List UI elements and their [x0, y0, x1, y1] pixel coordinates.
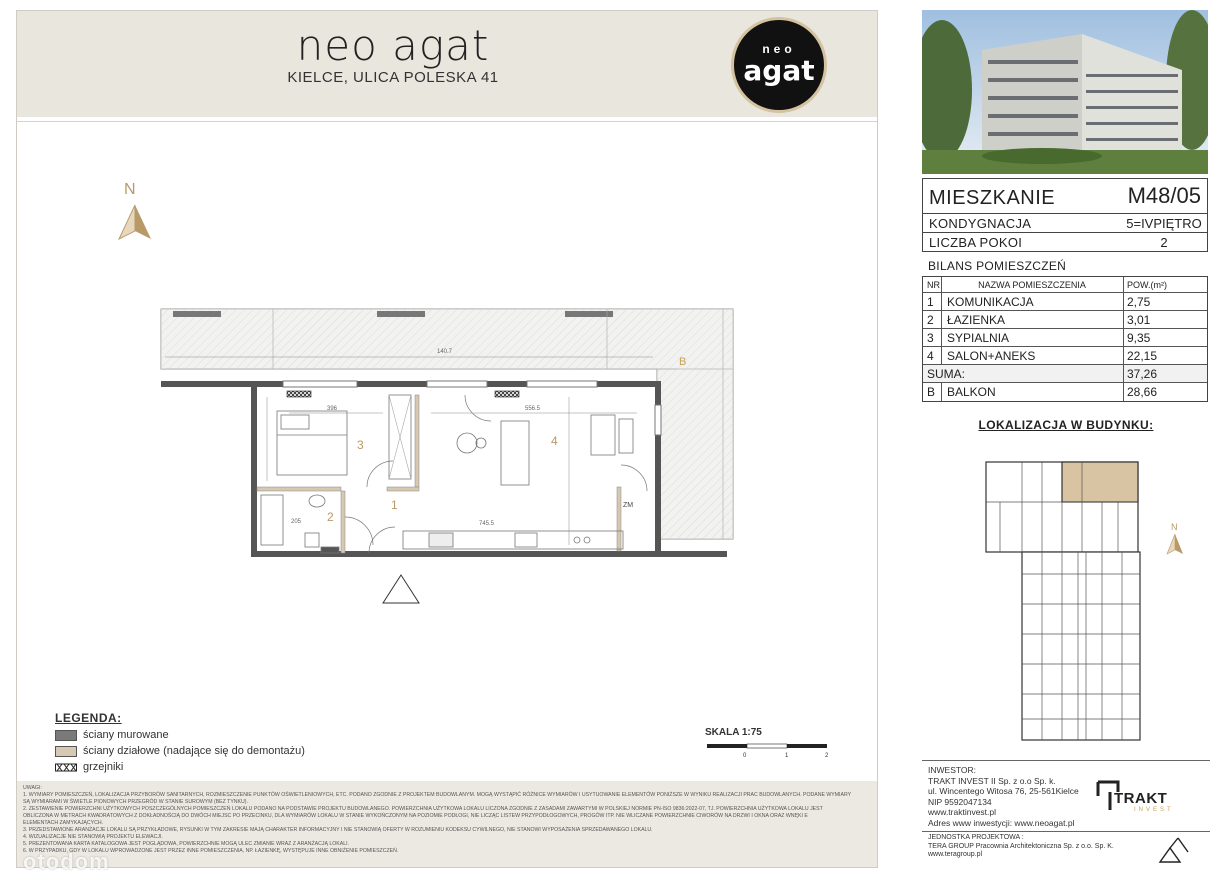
dim-label-1: 140.7 [437, 349, 453, 355]
info-value: 5=IVPIĘTRO [1126, 216, 1202, 231]
table-row [923, 293, 1207, 311]
balcony-letter: B [679, 356, 687, 368]
legend-label: ściany murowane [83, 729, 169, 741]
plan-sheet [16, 10, 878, 874]
fridge-label: ZM [623, 502, 634, 509]
sum-value: 37,26 [1127, 367, 1158, 381]
kitchen [403, 531, 623, 549]
info-panel [920, 10, 1212, 868]
balcony-nr: B [927, 385, 936, 399]
designer-title: JEDNOSTKA PROJEKTOWA : [928, 834, 1024, 841]
note-line: 1. WYMIARY POMIESZCZEŃ, LOKALIZACJA PRZYBORÓW SANITARNYCH, ROZMIESZCZENIE PUNKTÓW OŚWIETLENIOWYCH, ETC. PODANO ZGODNIE Z PROJEKTEM BUDOWLANYM. MOGĄ WYSTĄPIĆ RÓŻNICE WYMIARÓW I USYTUOWANIE ELEMENTÓW PONIŻSZE W WYNIKU REALIZACJI PRAC BUDOWLANYCH. PODANE WYMIARY [23, 792, 852, 798]
dim-label-3: 556.5 [525, 406, 541, 412]
investor-line: Adres www inwestycji: www.neoagat.pl [928, 817, 1075, 828]
table-row [923, 329, 1207, 347]
trakt-logo-subtext: INVEST [1134, 807, 1174, 813]
radiator-swatch [55, 762, 77, 773]
trakt-logo-text: TRAKT [1114, 790, 1168, 807]
room-number-1: 1 [391, 498, 398, 512]
room-name: ŁAZIENKA [947, 313, 1006, 327]
room-area: 9,35 [1127, 331, 1151, 345]
room-name: KOMUNIKACJA [947, 295, 1034, 309]
dim-label-6: 205 [291, 519, 302, 525]
legend [55, 711, 355, 773]
north-arrow-icon [115, 183, 155, 253]
radiators [287, 391, 519, 397]
bed [277, 411, 347, 475]
otodom-watermark: otodom [23, 849, 110, 874]
table-row [923, 347, 1207, 365]
partition-wall-swatch [55, 746, 77, 757]
scale-bar [705, 742, 835, 762]
scale [705, 727, 855, 767]
header [17, 11, 877, 117]
notes-block [17, 781, 877, 867]
masonry-wall-swatch [55, 730, 77, 741]
scale-tick: 2 [825, 753, 829, 759]
neo-agat-logo [731, 17, 827, 113]
scale-tick: 1 [785, 753, 789, 759]
investor-line: NIP 9592047134 [928, 796, 992, 807]
balcony-area: 28,66 [1127, 385, 1158, 399]
note-line: OBLICZONA W METRACH KWADRATOWYCH Z DOKŁADNOŚCIĄ DO DWÓCH MIEJSC PO PRZECINKU, DLA WYMIARÓW LOKALU W STANIE WYKOŃCZONYM NA POZIOMIE PODŁOGI, NIE LICZĄC LISTEW PRZYPODŁOGOWYCH, PROGÓW ITP. NIE WLICZANE POWIERZCHNIE CIWORÓW NA DRZWI I OKNA ORAZ WNĘKI E [23, 813, 808, 819]
rooms-table [922, 276, 1208, 402]
sum-label: SUMA: [927, 367, 966, 381]
header-name: NAZWA POMIESZCZENIA [978, 280, 1086, 290]
partitions [257, 395, 621, 553]
table-header [923, 277, 1207, 293]
unit-header [922, 178, 1208, 214]
legend-title: LEGENDA: [55, 711, 122, 725]
building-key-plan [978, 454, 1148, 744]
building-render-image [922, 10, 1208, 174]
unit-highlight [1062, 462, 1138, 502]
windows [283, 381, 661, 435]
trakt-invest-logo [1094, 774, 1194, 818]
balcony-name: BALKON [947, 385, 996, 399]
legend-label: ściany działowe (nadające się do demontażu) [83, 745, 305, 757]
info-key: KONDYGNACJA [929, 216, 1032, 231]
info-key: LICZBA POKOI [929, 235, 1023, 250]
note-line: 3. PRZEDSTAWIONE ARANŻACJE LOKALU SĄ PRZYKŁADOWE, RYSUNKI W TYM ZAKRESIE MAJĄ CHARAKTER INFORMACYJNY I NIE STANOWIĄ OFERTY W ROZUMIENIU KODEKSU CYWILNEGO, NIE STANOWI WYPOSAŻENIA SPRZEDAWANEGO LOKALU. [23, 827, 653, 833]
room-name: SALON+ANEKS [947, 349, 1036, 363]
room-area: 3,01 [1127, 313, 1151, 327]
location-title: LOKALIZACJA W BUDYNKU: [978, 418, 1154, 432]
note-line: SĄ WYMIARAMI W ŚWIETLE PIONOWYCH PRZEGRÓD W STANIE SUROWYM (BEZ TYNKU). [23, 799, 248, 805]
living-furniture [457, 415, 633, 485]
room-number-2: 2 [327, 510, 334, 524]
rooms-table-title: BILANS POMIESZCZEŃ [928, 259, 1067, 273]
investor-line: TRAKT INVEST II Sp. z o.o Sp. k. [928, 775, 1056, 786]
balcony-row [923, 383, 1207, 401]
legend-item [55, 729, 355, 741]
investor-line: www.traktinvest.pl [928, 807, 997, 817]
legend-item [55, 761, 355, 773]
info-row-rooms [922, 233, 1208, 252]
address: KIELCE, ULICA POLESKA 41 [287, 69, 499, 86]
right-north-label: N [1171, 522, 1178, 532]
investor-line: ul. Wincentego Witosa 76, 25-561Kielce [928, 786, 1079, 796]
room-number-3: 3 [357, 438, 364, 452]
floor-plan [157, 295, 737, 615]
logo-main-text: agat [743, 54, 815, 87]
unit-id: M48/05 [1127, 183, 1201, 208]
north-arrow-small-icon [1163, 520, 1187, 560]
designer-line: www.teragroup.pl [928, 851, 983, 858]
table-row [923, 311, 1207, 329]
note-line: 4. WIZUALIZACJE NIE STANOWIĄ PROJEKTU ELEWACJI. [23, 834, 163, 840]
note-line: 2. ZESTAWIENIE POWIERZCHNI UŻYTKOWYCH POSZCZEGÓLNYCH POMIESZCZEŃ LOKALU PODANO NA PODSTAWIE PROJEKTU BUDOWLANEGO. POWIERZCHNIA UŻYTKOWA LOKALU LICZONA ZGODNIE Z ZASADAMI ZAWARTYMI W POLSKIEJ NORMIE PN-ISO 9836:2022-07, TJ. POWIERZCHNIA UŻYTKOWA LOKALU JEST [23, 806, 823, 812]
tera-group-logo-icon [1154, 834, 1198, 864]
dim-label-7: 745.5 [479, 521, 495, 527]
note-line: ELEMENTACH ZAMYKAJĄCYCH. [23, 820, 104, 826]
designer-line: TERA GROUP Pracownia Architektoniczna Sp. z o.o. Sp. K. [928, 842, 1114, 850]
header-area: POW.(m²) [1127, 280, 1167, 290]
room-nr: 2 [927, 313, 934, 327]
brand-title: neo agat [296, 21, 490, 70]
legend-label: grzejniki [83, 761, 124, 773]
room-area: 22,15 [1127, 349, 1158, 363]
room-nr: 1 [927, 295, 934, 309]
north-label: N [124, 181, 136, 198]
note-line: 6. W PRZYPADKU, GDY W LOKALU WPROWADZONE JEST PRZEZ INNE POMIESZCZENIA, NP. ŁAZIENKĘ, WYSTĘPUJE INNE OBNIŻENIE POMIESZCZEŃ. [23, 848, 399, 854]
room-name: SYPIALNIA [947, 331, 1010, 345]
header-nr: NR [927, 280, 940, 290]
info-row-floor [922, 214, 1208, 233]
room-nr: 3 [927, 331, 934, 345]
unit-label: MIESZKANIE [929, 187, 1056, 209]
room-nr: 4 [927, 349, 934, 363]
exterior-walls [161, 381, 727, 557]
dim-label-2: 396 [327, 406, 338, 412]
note-line: 5. PREZENTOWANA KARTA KATALOGOWA JEST POGLĄDOWA, POWIERZCHNIE MOGĄ ULEC ZMIANIE WRAZ Z ARANŻACJĄ LOKALI. [23, 841, 349, 847]
entrance-marker [383, 575, 419, 603]
room-area: 2,75 [1127, 295, 1151, 309]
info-value: 2 [1160, 235, 1168, 250]
wardrobe-cross [389, 395, 411, 479]
investor-title: INWESTOR: [928, 765, 977, 775]
logo-top-text: neo [762, 42, 796, 56]
scale-tick: 0 [743, 753, 747, 759]
balcony [161, 309, 733, 539]
legend-item [55, 745, 355, 757]
notes-title: UWAGI: [23, 785, 42, 791]
room-number-4: 4 [551, 434, 558, 448]
scale-label: SKALA 1:75 [705, 727, 762, 738]
sum-row [923, 365, 1207, 383]
divider [17, 121, 877, 122]
